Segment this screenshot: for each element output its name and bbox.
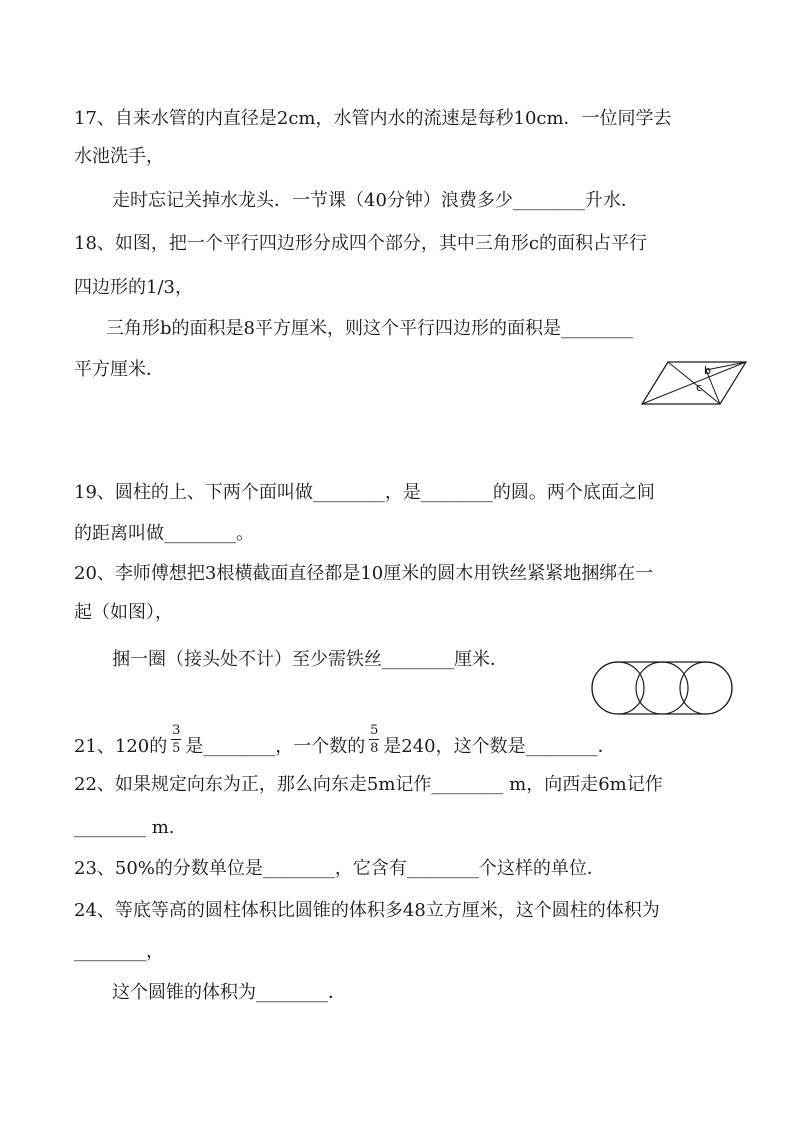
q18-line3: 三角形b的面积是8平方厘米，则这个平行四边形的面积是________ xyxy=(106,318,633,339)
fraction-3-5: $\frac{3}{5}$ xyxy=(172,723,181,756)
q18-line1: 18、如图，把一个平行四边形分成四个部分，其中三角形c的面积占平行 xyxy=(74,233,647,254)
parallelogram-figure xyxy=(640,358,750,408)
fraction-5-8: $\frac{5}{8}$ xyxy=(370,723,379,756)
q22-line1: 22、如果规定向东为正，那么向东走5m记作________ m，向西走6m记作 xyxy=(74,774,663,795)
q23-line1: 23、50%的分数单位是________，它含有________个这样的单位． xyxy=(74,858,605,879)
q21-prefix: 21、120的 xyxy=(74,736,168,757)
q17-line3: 走时忘记关掉水龙头．一节课（40分钟）浪费多少________升水． xyxy=(112,190,639,211)
three-logs-figure xyxy=(588,658,738,718)
q20-line2: 起（如图）， xyxy=(74,602,173,623)
q21-suffix: 是240，这个数是________． xyxy=(383,736,616,757)
q20-line3: 捆一圈（接头处不计）至少需铁丝________厘米． xyxy=(112,649,508,670)
q21-line xyxy=(74,723,616,759)
q17-line1: 17、自来水管的内直径是2cm，水管内水的流速是每秒10cm．一位同学去 xyxy=(74,108,672,129)
figure-label-c: c xyxy=(696,381,703,394)
q18-line2: 四边形的1/3， xyxy=(74,277,193,298)
q22-line2: ________ m. xyxy=(74,817,175,838)
q20-line1: 20、李师傅想把3根横截面直径都是10厘米的圆木用铁丝紧紧地捆绑在一 xyxy=(74,563,654,584)
q18-line4: 平方厘米． xyxy=(74,359,164,380)
q24-line1: 24、等底等高的圆柱体积比圆锥的体积多48立方厘米，这个圆柱的体积为 xyxy=(74,900,660,921)
q24-line3: 这个圆锥的体积为________． xyxy=(112,982,346,1003)
q19-line1: 19、圆柱的上、下两个面叫做________，是________的圆。两个底面之间 xyxy=(74,482,655,503)
q21-mid: 是________，一个数的 xyxy=(185,736,366,757)
figure-label-b: b xyxy=(704,364,711,377)
q24-line2: ________， xyxy=(74,941,164,962)
q17-line2: 水池洗手， xyxy=(74,146,164,167)
q19-line2: 的距离叫做________。 xyxy=(74,523,254,544)
